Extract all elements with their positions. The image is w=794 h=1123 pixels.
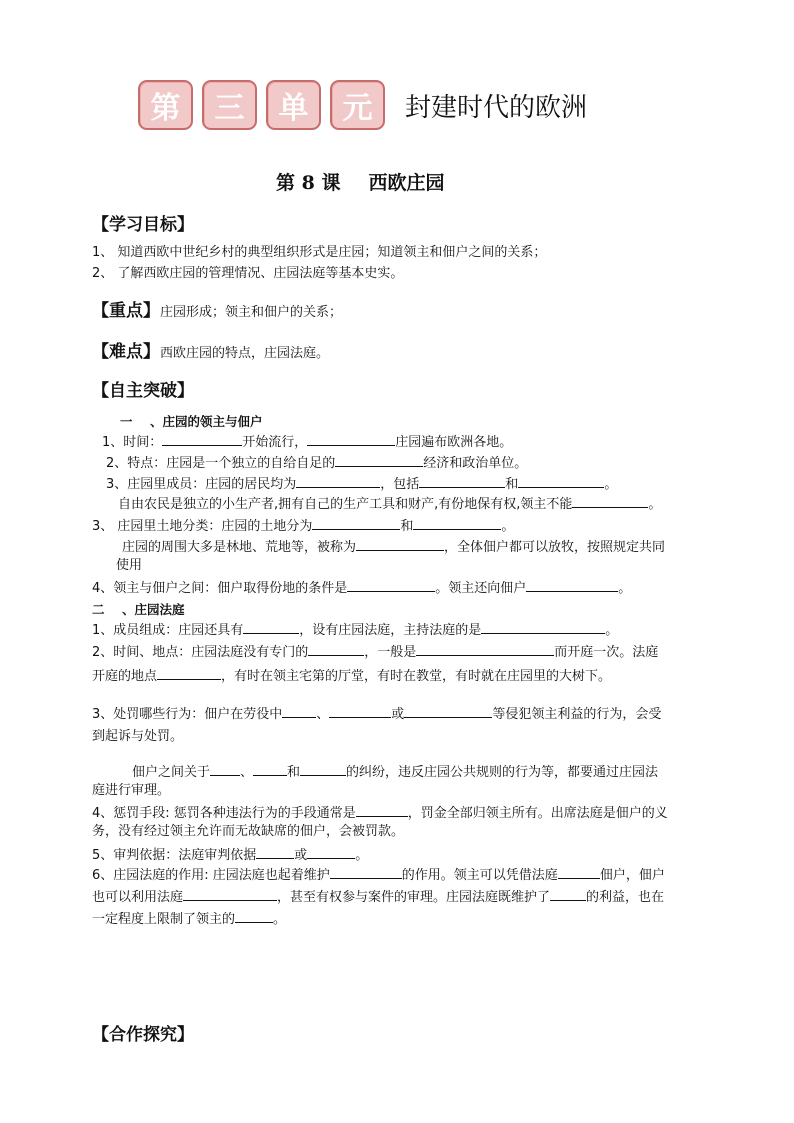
difficult-points — [92, 337, 329, 362]
p1-text: 和 — [505, 477, 519, 492]
p2-text: 的作用。领主可以凭借法庭 — [401, 868, 558, 883]
p1-text: 3、庄园里成员：庄园的居民均为 — [106, 477, 297, 492]
part2-heading-num: 二 — [92, 602, 105, 617]
p2-line-13 — [92, 910, 286, 928]
p1-text: 自由农民是独立的小生产者,拥有自己的生产工具和财产,有份地保有权,领主不能 — [118, 497, 573, 512]
p1-text: 庄园的周围大多是林地、荒地等，被称为 — [122, 540, 357, 555]
p2-text: 等侵犯领主利益的行为，会受 — [492, 707, 662, 722]
goals-heading: 【学习目标】 — [92, 215, 194, 235]
p1-text: 1、时间： — [102, 435, 163, 450]
p2-line-4 — [92, 705, 661, 723]
blank[interactable] — [329, 705, 391, 718]
p1-text: 3、 庄园里土地分类：庄园的土地分为 — [92, 519, 313, 534]
blank[interactable] — [550, 888, 586, 901]
p1-line-3 — [106, 475, 617, 493]
blank[interactable] — [335, 454, 423, 467]
p2-line-1 — [92, 621, 618, 639]
blank[interactable] — [282, 705, 316, 718]
p1-line-4 — [118, 495, 661, 513]
p1-line-7: 使用 — [116, 558, 143, 573]
p1-text: ，包括 — [380, 477, 420, 492]
self-study-heading: 【自主突破】 — [92, 381, 194, 401]
blank[interactable] — [300, 763, 346, 776]
p1-text: 庄园遍布欧洲各地。 — [395, 435, 513, 450]
blank[interactable] — [243, 621, 299, 634]
blank[interactable] — [307, 433, 395, 446]
goal-2: 2、 了解西欧庄园的管理情况、庄园法庭等基本史实。 — [92, 266, 404, 281]
blank[interactable] — [312, 517, 400, 530]
p2-text: 和 — [287, 765, 301, 780]
p2-text: 一定程度上限制了领主的 — [92, 912, 236, 927]
p2-text: 的纠纷，违反庄园公共规则的行为等，都要通过庄园法 — [346, 765, 659, 780]
p2-text: 。 — [273, 912, 287, 927]
p2-text: 6、庄园法庭的作用: 庄园法庭也起着维护 — [92, 868, 330, 883]
blank[interactable] — [210, 763, 240, 776]
blank[interactable] — [157, 667, 221, 680]
p1-text: 2、特点：庄园是一个独立的自给自足的 — [106, 456, 336, 471]
unit-char-1: 第 — [138, 80, 193, 130]
blank[interactable] — [307, 846, 355, 859]
part2-heading — [92, 600, 184, 618]
blank[interactable] — [162, 433, 242, 446]
p2-text: 1、成员组成：庄园还具有 — [92, 623, 244, 638]
difficult-heading: 【难点】 — [92, 342, 160, 362]
p2-text: 佃户之间关于 — [132, 765, 211, 780]
p2-line-5: 到起诉与处罚。 — [92, 729, 184, 744]
p1-text: 。 — [618, 581, 632, 596]
p2-line-11 — [92, 866, 665, 884]
p1-text: 4、领主与佃户之间：佃户取得份地的条件是 — [92, 581, 348, 596]
blank[interactable] — [558, 866, 600, 879]
blank[interactable] — [296, 475, 380, 488]
p2-text: 。 — [355, 848, 369, 863]
p2-line-9: 务，没有经过领主允许而无故缺席的佃户，会被罚款。 — [92, 824, 405, 839]
unit-char-4: 元 — [330, 80, 385, 130]
p2-line-8 — [92, 804, 668, 822]
p2-line-10 — [92, 846, 368, 864]
blank[interactable] — [419, 475, 505, 488]
p1-text: 经济和政治单位。 — [423, 456, 528, 471]
p1-text: 和 — [400, 519, 414, 534]
p2-text: 佃户，佃户 — [599, 868, 665, 883]
p2-text: 4、惩罚手段: 惩罚各种违法行为的手段通常是 — [92, 806, 356, 821]
blank[interactable] — [356, 804, 408, 817]
difficult-text: 西欧庄园的特点，庄园法庭。 — [160, 346, 330, 361]
lesson-number: 第 8 课 — [276, 172, 341, 194]
part1-heading-text: 、庄园的领主与佃户 — [149, 414, 263, 429]
part1-heading-num: 一 — [120, 414, 133, 429]
unit-char-3: 单 — [266, 80, 321, 130]
p1-line-5 — [92, 517, 514, 535]
part2-heading-text: 、庄园法庭 — [121, 602, 185, 617]
unit-title: 封建时代的欧洲 — [405, 93, 588, 123]
blank[interactable] — [481, 621, 605, 634]
blank[interactable] — [256, 846, 294, 859]
p2-text: 或 — [294, 848, 308, 863]
p2-line-12 — [92, 888, 664, 906]
key-text: 庄园形成；领主和佃户的关系； — [160, 305, 343, 320]
blank[interactable] — [347, 579, 435, 592]
p2-line-2 — [92, 643, 658, 661]
p1-line-8 — [92, 579, 631, 597]
lesson-title — [276, 168, 444, 195]
part1-heading — [120, 412, 262, 430]
p2-text: ，一般是 — [364, 645, 417, 660]
blank[interactable] — [416, 643, 554, 656]
p2-text: 也可以利用法庭 — [92, 890, 184, 905]
p1-text: 。 — [501, 519, 515, 534]
blank[interactable] — [526, 579, 618, 592]
p2-text: 开庭的地点 — [92, 669, 158, 684]
p2-text: 或 — [391, 707, 405, 722]
cooperation-heading: 【合作探究】 — [92, 1025, 194, 1045]
p1-text: 。 — [604, 477, 618, 492]
p2-line-6 — [132, 763, 658, 781]
p1-line-1 — [102, 433, 512, 451]
p2-text: ，罚金全部归领主所有。出席法庭是佃户的义 — [407, 806, 668, 821]
blank[interactable] — [330, 866, 402, 879]
p2-text: 而开庭一次。法庭 — [554, 645, 659, 660]
blank[interactable] — [308, 643, 364, 656]
p2-text: ，设有庄园法庭，主持法庭的是 — [299, 623, 482, 638]
blank[interactable] — [253, 763, 287, 776]
p2-text: 、 — [240, 765, 254, 780]
blank[interactable] — [356, 538, 444, 551]
p2-text: 5、审判依据：法庭审判依据 — [92, 848, 257, 863]
blank[interactable] — [572, 495, 648, 508]
lesson-name: 西欧庄园 — [368, 172, 445, 194]
p2-text: 的利益，也在 — [586, 890, 665, 905]
p1-line-2 — [106, 454, 527, 472]
p1-text: 。领主还向佃户 — [435, 581, 527, 596]
unit-char-2: 三 — [202, 80, 257, 130]
p2-text: 、 — [316, 707, 330, 722]
p1-text: 。 — [648, 497, 662, 512]
p2-line-7: 庭进行审理。 — [92, 783, 171, 798]
p1-line-6 — [122, 538, 665, 556]
p2-text: 3、处罚哪些行为：佃户在劳役中 — [92, 707, 283, 722]
p2-text: ，甚至有权参与案件的审理。庄园法庭既维护了 — [277, 890, 551, 905]
p2-text: 。 — [605, 623, 619, 638]
blank[interactable] — [413, 517, 501, 530]
p2-text: ，有时在领主宅第的厅堂，有时在教堂，有时就在庄园里的大树下。 — [221, 669, 612, 684]
key-points — [92, 296, 342, 321]
blank[interactable] — [183, 888, 277, 901]
blank[interactable] — [518, 475, 604, 488]
p1-text: ，全体佃户都可以放牧，按照规定共同 — [444, 540, 666, 555]
p2-text: 2、时间、地点：庄园法庭没有专门的 — [92, 645, 309, 660]
blank[interactable] — [404, 705, 492, 718]
goal-1: 1、 知道西欧中世纪乡村的典型组织形式是庄园；知道领主和佃户之间的关系； — [92, 245, 547, 260]
p2-line-3 — [92, 667, 611, 685]
p1-text: 开始流行， — [242, 435, 308, 450]
key-heading: 【重点】 — [92, 301, 160, 321]
blank[interactable] — [235, 910, 273, 923]
